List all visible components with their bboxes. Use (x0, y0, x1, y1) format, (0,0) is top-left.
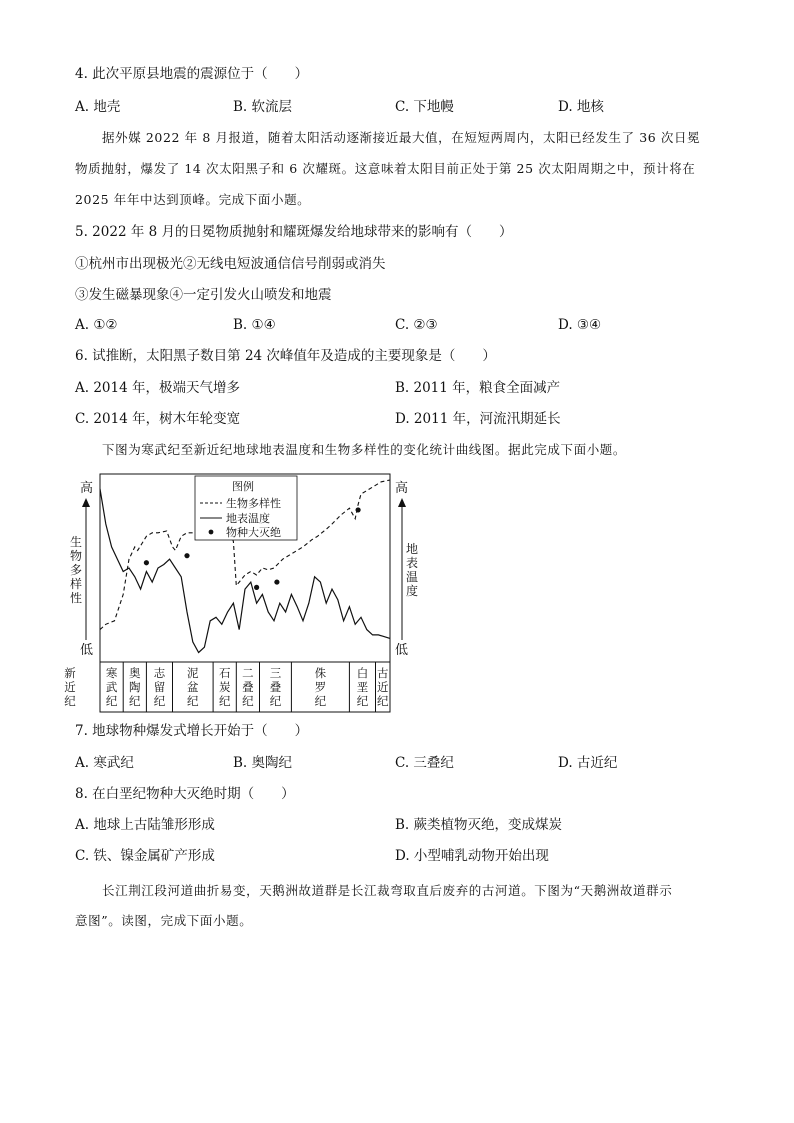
period-label: 寒 (105, 666, 118, 680)
chart-svg (64, 470, 420, 720)
period-labels (64, 662, 390, 712)
legend-dot-sample (209, 530, 214, 535)
q5-option-a[interactable]: A. ①② (75, 317, 118, 333)
left-axis-arrowhead (82, 498, 90, 507)
y-low-label-right: 低 (395, 643, 409, 658)
q5-option-c[interactable]: C. ②③ (395, 317, 438, 333)
q7-option-a[interactable]: A. 寒武纪 (75, 755, 134, 771)
period-label: 纪 (242, 694, 254, 708)
period-label: 石 (218, 666, 231, 680)
period-label: 纪 (356, 694, 369, 708)
intro-river-line1: 长江荆江段河道曲折易变，天鹅洲故道群是长江裁弯取直后废弃的古河道。下图为“天鹅洲故道群示 (102, 883, 673, 898)
period-label: 纪 (218, 694, 231, 708)
period-label: 新 (64, 666, 76, 680)
extinction-dot (274, 579, 279, 584)
q5-option-d[interactable]: D. ③④ (558, 317, 602, 333)
intro-sun-line1: 据外媒 2022 年 8 月报道，随着太阳活动逐渐接近最大值，在短短两周内，太阳已经发生了 36 次日冕 (102, 130, 701, 145)
axis-title-char: 度 (405, 584, 419, 598)
period-label: 侏 (314, 666, 327, 680)
intro-river-line2: 意图”。读图，完成下面小题。 (75, 913, 253, 928)
right-axis-arrowhead (398, 498, 406, 507)
period-label: 古 (377, 666, 389, 680)
period-label: 留 (153, 680, 166, 694)
axis-title-char: 多 (69, 563, 83, 577)
extinction-dot (144, 560, 149, 565)
legend-label-biodiversity: 生物多样性 (226, 497, 281, 510)
right-axis-title (406, 541, 418, 598)
intro-sun-line2: 物质抛射，爆发了 14 次太阳黑子和 6 次耀斑。这意味着太阳目前正处于第 25 次太阳周期之中，预计将在 (75, 161, 696, 176)
period-label: 二 (242, 666, 254, 680)
extinction-dot (356, 507, 361, 512)
q8-option-c[interactable]: C. 铁、镍金属矿产形成 (75, 848, 215, 864)
period-label: 纪 (187, 694, 199, 708)
q6-option-b[interactable]: B. 2011 年，粮食全面减产 (395, 380, 561, 396)
q7-option-d[interactable]: D. 古近纪 (558, 755, 618, 771)
period-label: 纪 (64, 694, 76, 708)
axis-title-char: 生 (69, 535, 83, 549)
period-label: 叠 (269, 680, 282, 694)
q5-items-line2: ③发生磁暴现象④一定引发火山喷发和地震 (75, 287, 332, 303)
question-4-stem: 4. 此次平原县地震的震源位于（ ） (75, 66, 309, 82)
q4-option-d[interactable]: D. 地核 (558, 99, 604, 115)
period-label: 炭 (218, 680, 231, 694)
q7-option-b[interactable]: B. 奥陶纪 (233, 755, 293, 771)
axis-title-char: 地 (405, 542, 419, 556)
y-high-label-right: 高 (395, 481, 409, 496)
period-label: 垩 (356, 680, 369, 694)
period-label: 陶 (129, 680, 141, 694)
axis-title-char: 性 (69, 591, 83, 605)
legend-title: 图例 (232, 480, 254, 493)
q7-option-c[interactable]: C. 三叠纪 (395, 755, 454, 771)
legend-label-extinction: 物种大灭绝 (226, 526, 281, 539)
q5-items-line1: ①杭州市出现极光②无线电短波通信信号削弱或消失 (75, 256, 386, 272)
period-label: 志 (153, 666, 166, 680)
axis-title-char: 物 (69, 549, 83, 563)
q6-option-c[interactable]: C. 2014 年，树木年轮变宽 (75, 411, 241, 427)
q8-option-b[interactable]: B. 蕨类植物灭绝，变成煤炭 (395, 817, 563, 833)
extinction-dot (254, 585, 259, 590)
axis-title-char: 温 (405, 570, 419, 584)
y-low-label-left: 低 (80, 643, 94, 658)
q6-option-a[interactable]: A. 2014 年，极端天气增多 (75, 380, 240, 396)
period-label: 纪 (153, 694, 166, 708)
period-label: 奥 (129, 666, 141, 680)
question-5-stem: 5. 2022 年 8 月的日冕物质抛射和耀斑爆发给地球带来的影响有（ ） (75, 224, 513, 240)
question-8-stem: 8. 在白垩纪物种大灭绝时期（ ） (75, 786, 295, 802)
period-label: 叠 (242, 680, 254, 694)
period-label: 盆 (187, 680, 199, 694)
biodiversity-temperature-chart (64, 470, 420, 720)
period-label: 三 (269, 666, 282, 680)
period-label: 近 (377, 680, 389, 694)
intro-chart: 下图为寒武纪至新近纪地球地表温度和生物多样性的变化统计曲线图。据此完成下面小题。 (102, 442, 627, 457)
question-6-stem: 6. 试推断，太阳黑子数目第 24 次峰值年及造成的主要现象是（ ） (75, 348, 496, 364)
period-label: 白 (356, 666, 369, 680)
period-label: 近 (64, 680, 76, 694)
legend-label-temperature: 地表温度 (226, 512, 270, 525)
q8-option-a[interactable]: A. 地球上古陆雏形形成 (75, 817, 215, 833)
q8-option-d[interactable]: D. 小型哺乳动物开始出现 (395, 848, 549, 864)
q4-option-c[interactable]: C. 下地幔 (395, 99, 454, 115)
period-label: 罗 (314, 680, 327, 694)
q4-option-a[interactable]: A. 地壳 (75, 99, 121, 115)
intro-sun-line3: 2025 年年中达到顶峰。完成下面小题。 (75, 192, 311, 207)
period-label: 纪 (105, 694, 118, 708)
period-label: 纪 (377, 694, 389, 708)
period-label: 纪 (269, 694, 282, 708)
y-high-label-left: 高 (80, 481, 94, 496)
question-7-stem: 7. 地球物种爆发式增长开始于（ ） (75, 723, 309, 739)
q6-option-d[interactable]: D. 2011 年，河流汛期延长 (395, 411, 561, 427)
period-label: 纪 (314, 694, 327, 708)
q5-option-b[interactable]: B. ①④ (233, 317, 276, 333)
period-label: 纪 (129, 694, 141, 708)
q4-option-b[interactable]: B. 软流层 (233, 99, 293, 115)
period-label: 泥 (187, 666, 199, 680)
period-label: 武 (105, 680, 118, 694)
axis-title-char: 表 (405, 556, 419, 570)
left-axis-title (70, 534, 82, 605)
axis-title-char: 样 (69, 577, 83, 591)
extinction-dot (184, 553, 189, 558)
